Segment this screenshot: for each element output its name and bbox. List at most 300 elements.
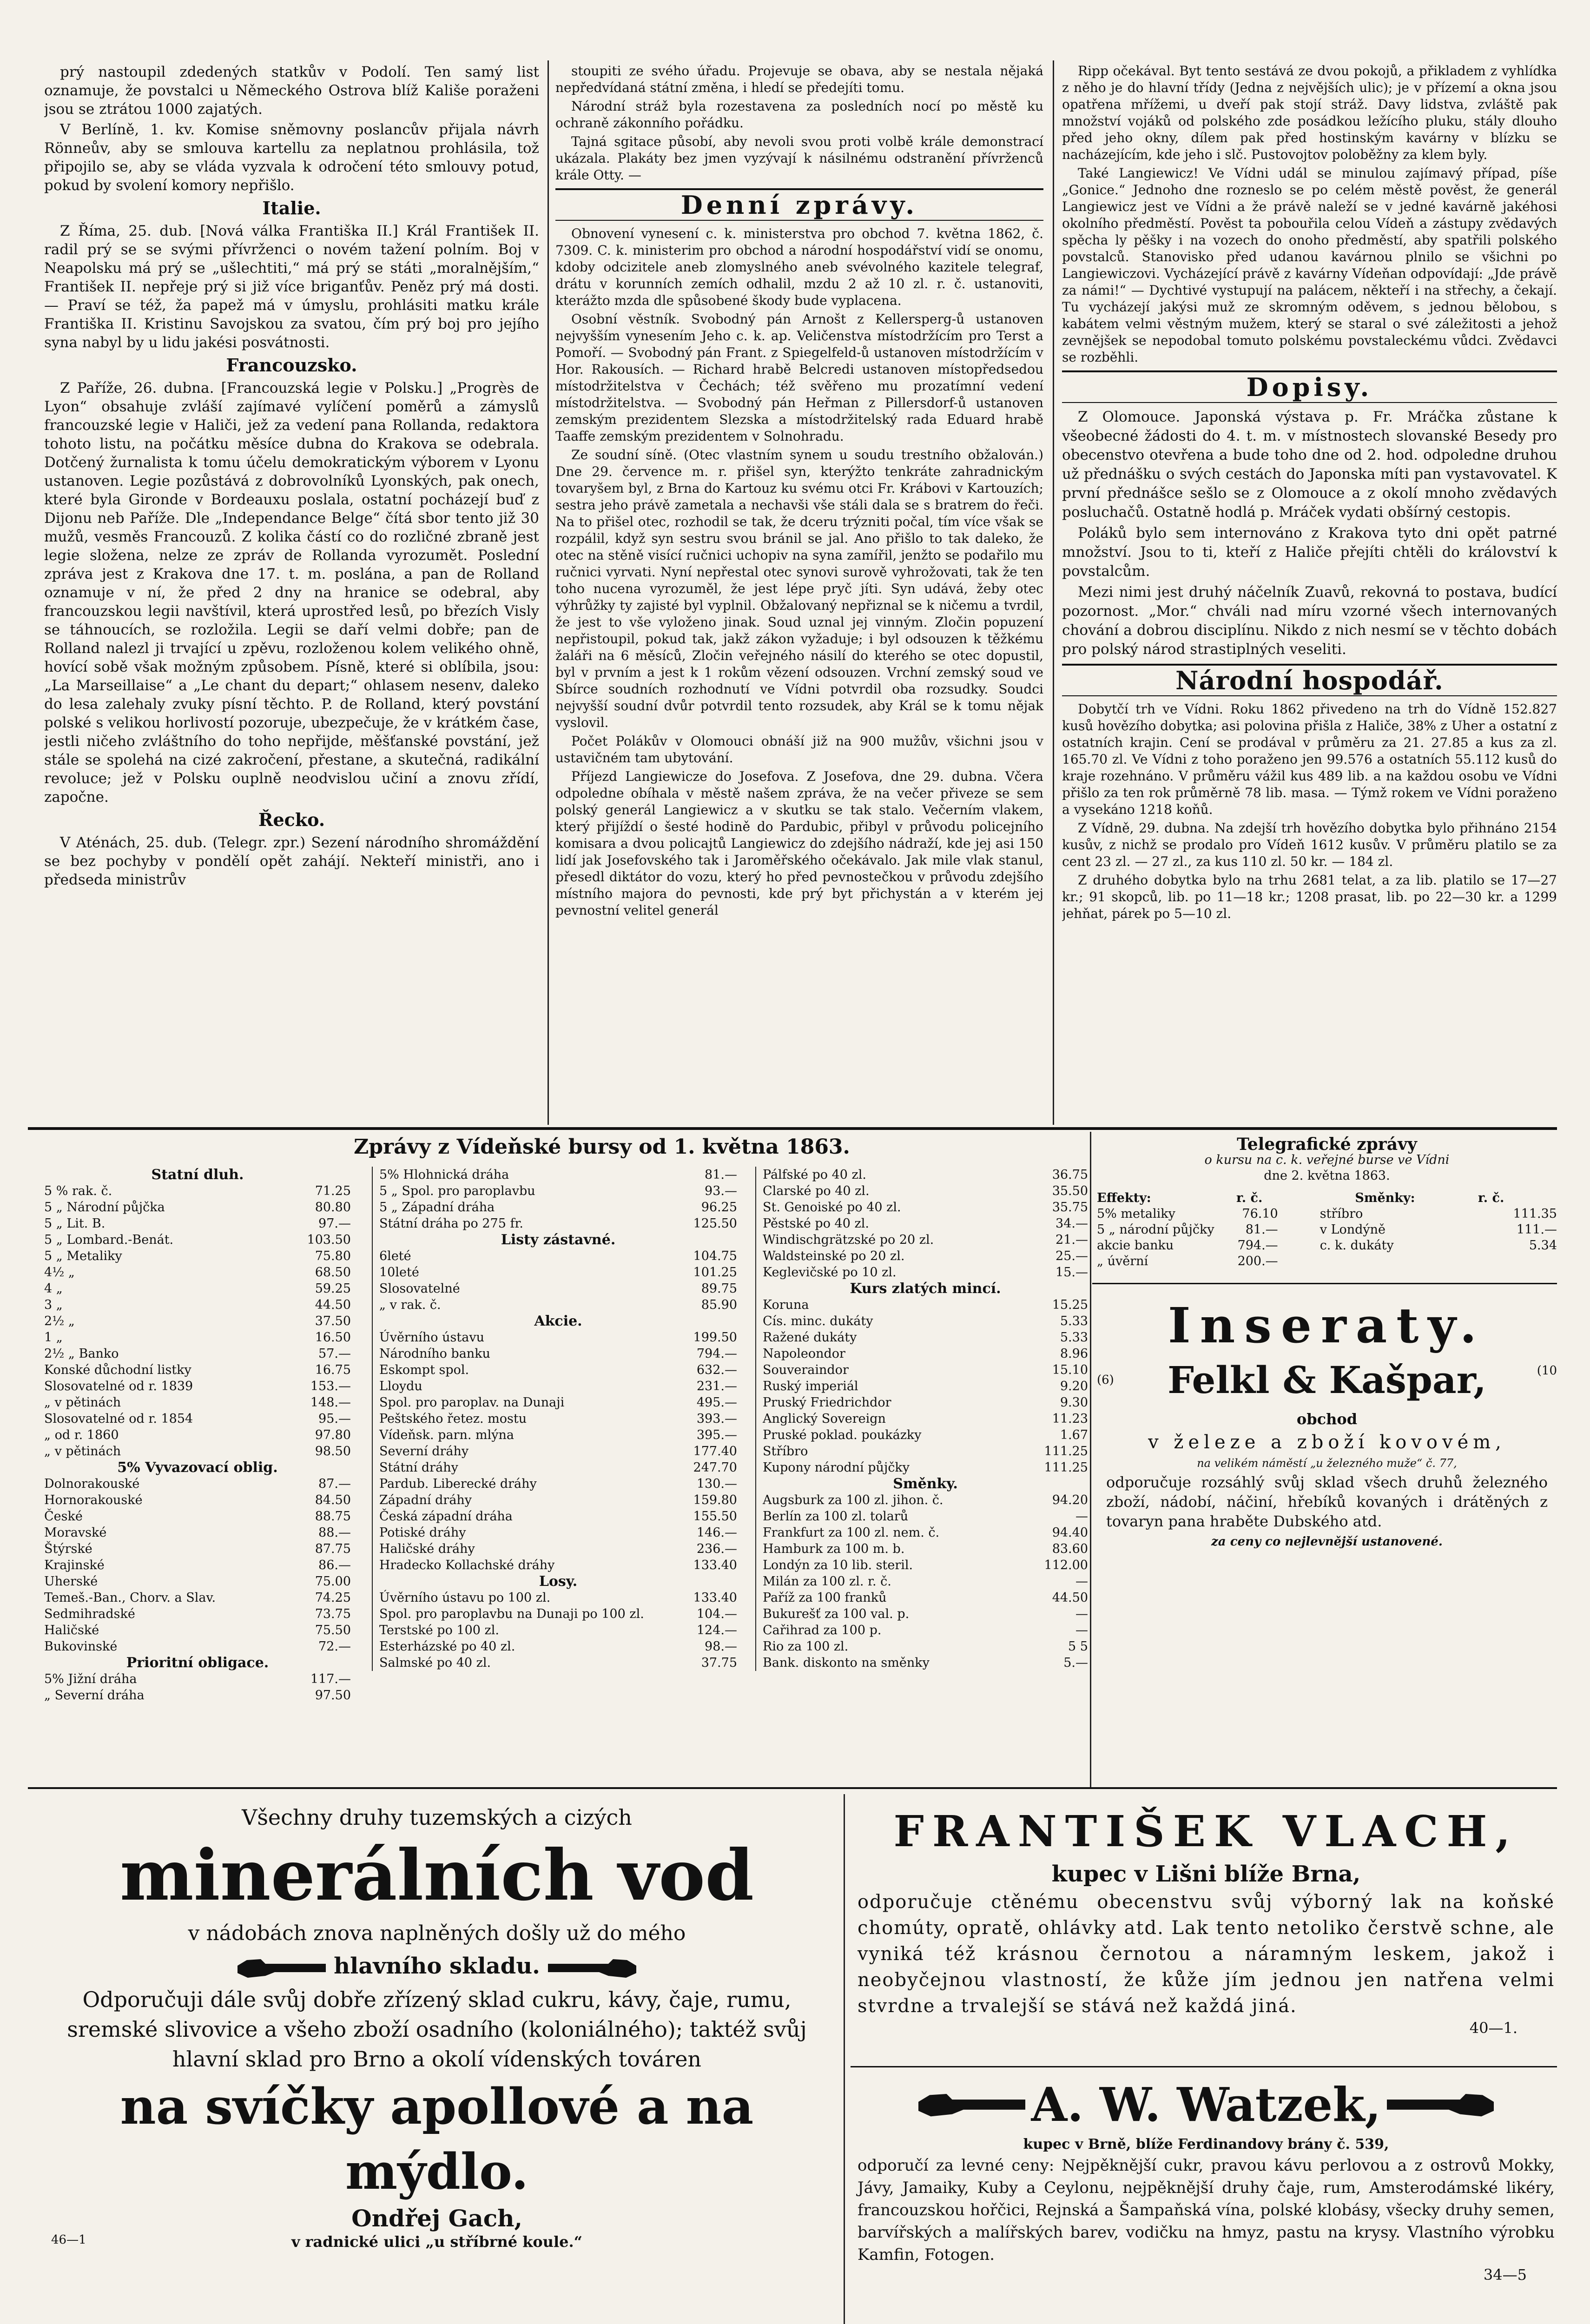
bourse-value: 146.— xyxy=(696,1525,737,1540)
bourse-label: Spol. pro paroplav. na Dunaji xyxy=(379,1395,565,1410)
telegraph-subtitle: o kursu na c. k. veřejné burse ve Vídni xyxy=(1204,1153,1450,1167)
bourse-row xyxy=(44,1443,351,1459)
bourse-label: 5 „ Lombard.-Benát. xyxy=(44,1233,174,1247)
bourse-label: „ Severní dráha xyxy=(44,1688,145,1703)
ad-watzek xyxy=(858,2073,1555,2284)
bourse-row xyxy=(379,1492,737,1508)
bourse-value: 9.20 xyxy=(1060,1379,1088,1393)
mineral-line-3: hlavního skladu. xyxy=(334,1953,540,1979)
bourse-label: Hamburk za 100 m. b. xyxy=(763,1542,905,1556)
bourse-value: 96.25 xyxy=(701,1200,737,1215)
bourse-value: 68.50 xyxy=(315,1265,351,1280)
telegraph-cell: 5 „ národní půjčky xyxy=(1097,1222,1214,1237)
section-heading: Řecko. xyxy=(258,809,325,830)
bourse-row xyxy=(763,1329,1088,1346)
bourse-value: 794.— xyxy=(696,1347,737,1361)
bourse-row xyxy=(44,1427,351,1443)
column-2 xyxy=(555,63,1043,1122)
bourse-value: 75.80 xyxy=(315,1249,351,1263)
bourse-label: Česká západní dráha xyxy=(379,1509,513,1524)
bourse-row xyxy=(44,1508,351,1525)
bourse-value: 88.75 xyxy=(315,1509,351,1524)
pointing-hand-icon xyxy=(1387,2092,1494,2118)
bourse-label: Bank. diskonto na směnky xyxy=(763,1656,930,1670)
bourse-value: 71.25 xyxy=(315,1184,351,1198)
bourse-label: Úvěrního ústavu xyxy=(379,1330,484,1345)
rc-header: r. č. xyxy=(1478,1191,1504,1205)
news-item: V Berlíně, 1. kv. Komise sněmovny poslancův přijala návrh Rönneův, aby se smlouva kartellu za neplatnou prohlásila, tož připojilo se, aby se vláda vyzvala k odročení této smlouvy potud, pokud by svolení komory nepřišlo. xyxy=(44,121,539,194)
bourse-row xyxy=(379,1459,737,1476)
section-heading: Denní zprávy. xyxy=(555,188,1043,221)
bourse-label: České xyxy=(44,1509,83,1524)
bourse-row xyxy=(44,1476,351,1492)
bourse-label: 5 „ Spol. pro paroplavbu xyxy=(379,1184,535,1198)
ad-number: (6) xyxy=(1097,1373,1114,1387)
telegraph-cell: akcie banku xyxy=(1097,1238,1174,1253)
mineral-line-2: v nádobách znova naplněných došly už do mého xyxy=(188,1921,686,1945)
bourse-row xyxy=(379,1622,737,1638)
telegraph-cell: 200.— xyxy=(1237,1254,1278,1268)
bourse-row xyxy=(379,1655,737,1671)
bourse-value: 75.50 xyxy=(315,1623,351,1637)
bourse-row xyxy=(44,1199,351,1215)
bourse-row xyxy=(379,1427,737,1443)
bourse-label: Pruské poklad. poukázky xyxy=(763,1428,922,1442)
bourse-row xyxy=(379,1199,737,1215)
mineral-heading: minerálních vod xyxy=(119,1835,754,1916)
bourse-label: 4 „ xyxy=(44,1281,63,1296)
telegraph-row xyxy=(1097,1222,1557,1238)
bourse-value: 36.75 xyxy=(1052,1168,1088,1182)
bourse-label: Frankfurt za 100 zl. nem. č. xyxy=(763,1525,940,1540)
bourse-value: 37.50 xyxy=(315,1314,351,1328)
bourse-row xyxy=(763,1394,1088,1411)
bourse-row xyxy=(44,1492,351,1508)
bourse-value: 5.— xyxy=(1063,1656,1088,1670)
effects-header: Effekty: xyxy=(1097,1191,1151,1205)
news-item: V Aténách, 25. dub. (Telegr. zpr.) Sezení národního shromáždění se bez pochyby v pondělí opět zahájí. Nekteří ministři, ano i předseda ministrův xyxy=(44,834,539,888)
bourse-label: 5 „ Metaliky xyxy=(44,1249,122,1263)
felkl-line-3: odporučuje rozsáhlý svůj sklad všech druhů železného zboží, nádobí, náčiní, hřebíků kovaných i drátěných z tovaryn pana hraběte Dubského atd. xyxy=(1106,1473,1548,1530)
bourse-row xyxy=(379,1476,737,1492)
bourse-label: Souveraindor xyxy=(763,1363,849,1377)
bourse-label: Hradecko Kollachské dráhy xyxy=(379,1558,555,1572)
bourse-label: Krajinské xyxy=(44,1558,105,1572)
bourse-row xyxy=(763,1525,1088,1541)
inseraty-heading: Inseraty. xyxy=(1168,1297,1486,1354)
bourse-label: Pruský Friedrichdor xyxy=(763,1395,891,1410)
telegraph-cell: „ úvěrní xyxy=(1097,1254,1148,1268)
bourse-value: 16.75 xyxy=(315,1363,351,1377)
bourse-label: 2½ „ xyxy=(44,1314,75,1328)
bourse-value: 35.50 xyxy=(1052,1184,1088,1198)
bourse-value: 44.50 xyxy=(1052,1591,1088,1605)
bourse-label: Státní dráhy xyxy=(379,1460,458,1475)
bourse-column-3 xyxy=(755,1167,1088,1671)
bourse-value: 95.— xyxy=(318,1412,351,1426)
bourse-value: 236.— xyxy=(696,1542,737,1556)
telegraph-row xyxy=(1097,1254,1557,1269)
bourse-value: 15.— xyxy=(1056,1265,1088,1280)
bourse-label: Rio za 100 zl. xyxy=(763,1639,849,1654)
bourse-value: 5.33 xyxy=(1060,1330,1088,1345)
telegraph-cell: 81.— xyxy=(1245,1222,1278,1237)
bourse-value: 94.40 xyxy=(1052,1525,1088,1540)
bourse-label: Londýn za 10 lib. steril. xyxy=(763,1558,913,1572)
bourse-label: Waldsteinské po 20 zl. xyxy=(763,1249,905,1263)
bourse-value: 11.23 xyxy=(1052,1412,1088,1426)
bourse-value: 148.— xyxy=(310,1395,351,1410)
bourse-label: 3 „ xyxy=(44,1298,63,1312)
bourse-value: 16.50 xyxy=(315,1330,351,1345)
bourse-title: Zprávy z Vídeňské bursy od 1. května 1863. xyxy=(354,1135,850,1159)
bourse-value: 72.— xyxy=(318,1639,351,1654)
bourse-label: Dolnorakouské xyxy=(44,1477,140,1491)
mineral-line-1: Všechny druhy tuzemských a cizých xyxy=(242,1805,632,1830)
horizontal-rule xyxy=(28,1787,1557,1789)
news-item: prý nastoupil zdedených statkův v Podolí. Ten samý list oznamuje, že povstalci u Německého Ostrova blíž Kališe poraženi jsou se ztrátou 1000 zajatých. xyxy=(44,64,539,118)
bourse-row xyxy=(379,1264,737,1281)
horizontal-rule xyxy=(1092,1283,1557,1284)
bourse-label: Cařihrad za 100 p. xyxy=(763,1623,882,1637)
bourse-label: Konské důchodní listky xyxy=(44,1363,191,1377)
bourse-label: 5% Jižní dráha xyxy=(44,1672,137,1686)
bourse-label: Úvěrního ústavu po 100 zl. xyxy=(379,1591,551,1605)
bourse-value: 153.— xyxy=(310,1379,351,1393)
bourse-label: 5% Hlohnická dráha xyxy=(379,1168,509,1182)
bourse-row xyxy=(44,1590,351,1606)
news-item: Tajná sgitace působí, aby nevoli svou proti volbě krále demonstrací ukázala. Plakáty bez jmen vyzývají k násilnému odstranění přívrženců krále Otty. — xyxy=(555,134,1043,183)
news-item: Národní stráž byla rozestavena za posledních nocí po městě ku ochraně zákonního pořádku. xyxy=(555,99,1043,131)
bourse-value: 8.96 xyxy=(1060,1347,1088,1361)
bourse-label: Pardub. Liberecké dráhy xyxy=(379,1477,537,1491)
rc-header: r. č. xyxy=(1236,1191,1263,1205)
bourse-value: 34.— xyxy=(1056,1216,1088,1231)
bourse-label: Koruna xyxy=(763,1298,809,1312)
bourse-value: 83.60 xyxy=(1052,1542,1088,1556)
bourse-value: 97.— xyxy=(318,1216,351,1231)
bourse-subheading: Akcie. xyxy=(534,1313,582,1329)
horizontal-rule xyxy=(851,2066,1557,2067)
bourse-label: Paříž za 100 franků xyxy=(763,1591,887,1605)
bourse-label: Slosovatelné xyxy=(379,1281,460,1296)
bourse-subheading: Kurs zlatých mincí. xyxy=(850,1281,1001,1297)
telegraph-row xyxy=(1097,1206,1557,1222)
telegraph-cell: 111.— xyxy=(1516,1222,1557,1237)
bourse-column-2 xyxy=(372,1167,737,1671)
telegraph-row xyxy=(1097,1238,1557,1254)
bourse-value: 101.25 xyxy=(693,1265,737,1280)
bourse-value: 81.— xyxy=(705,1168,737,1182)
bourse-row xyxy=(44,1232,351,1248)
bourse-value: 393.— xyxy=(696,1412,737,1426)
column-3 xyxy=(1062,63,1557,1122)
bourse-label: Terstské po 100 zl. xyxy=(379,1623,499,1637)
ad-number: 46—1 xyxy=(51,2233,86,2247)
pointing-hand-icon xyxy=(548,1957,636,1979)
bourse-value: 85.90 xyxy=(701,1298,737,1312)
watzek-line-1: kupec v Brně, blíže Ferdinandovy brány č. 539, xyxy=(1023,2136,1389,2152)
section-heading: Francouzsko. xyxy=(226,355,357,376)
telegraph-cell: 5% metaliky xyxy=(1097,1207,1175,1221)
bourse-row xyxy=(379,1378,737,1394)
bourse-label: Vídeňsk. parn. mlýna xyxy=(379,1428,514,1442)
bourse-subheading: Listy zástavné. xyxy=(501,1232,616,1248)
bourse-row xyxy=(379,1606,737,1622)
bourse-label: 5 „ Lit. B. xyxy=(44,1216,106,1231)
bourse-value: 94.20 xyxy=(1052,1493,1088,1507)
telegraph-cell: c. k. dukáty xyxy=(1320,1238,1394,1253)
bourse-label: Severní dráhy xyxy=(379,1444,469,1459)
column-rule xyxy=(1090,1132,1091,1787)
news-item: Obnovení vynesení c. k. ministerstva pro obchod 7. května 1862, č. 7309. C. k. ministerim pro obchod a národní hospodářství vidí se onomu, kdoby odcizitele aneb zlomyslného aneb svévolného kazitele telegraf, drátu v korunních zemích odhalil, mzdu 2 až 10 zl. r. č. ustanoviti, kterážto mzda dle spůsobené škody bude vyplacena. xyxy=(555,226,1043,308)
bourse-label: Bukurešť za 100 val. p. xyxy=(763,1607,910,1621)
bourse-label: 5 „ Národní půjčka xyxy=(44,1200,165,1215)
bourse-row xyxy=(763,1167,1088,1183)
telegraph-cell xyxy=(1492,1254,1557,1269)
column-rule xyxy=(1053,60,1054,1125)
bourse-row xyxy=(763,1183,1088,1199)
bourse-label: 10leté xyxy=(379,1265,419,1280)
section-heading: Národní hospodář. xyxy=(1062,664,1557,696)
watzek-line-2: odporučí za levné ceny: Nejpěknější cukr, pravou kávu perlovou a z ostrovů Mokky, Jávy, Jamaiky, Kuby a Ceylonu, nejpěknější druhy čaje, rum, Amsterodámské likéry, francouzskou hořčici, Rejnská a Šampaňská vína, polské klobásy, všecky druhy semen, barvířských a malířských barev, vodičku na hmyz, pastu na krysy. Vlastního výrobku Kamfin, Fotogen. xyxy=(858,2156,1555,2264)
bourse-label: Štýrské xyxy=(44,1542,92,1556)
bourse-value: 86.— xyxy=(318,1558,351,1572)
vlach-line-1: kupec v Lišni blíže Brna, xyxy=(1051,1861,1361,1887)
news-item: Z Říma, 25. dub. [Nová válka Františka II.] Král František II. radil prý se se svými přívrženci o novém tažení polním. Boj v Neapolsku má prý se „ušlechtiti,“ má prý se státi „moralnějším,“ František II. nepřeje prý si již více briganťův. Peněz prý má dosti. — Praví se též, ža papež má v úmyslu, prohlásiti matku krále Františka II. Kristinu Savojskou za svatou, čím prý boj pro jejího syna nabyl by u lidu jakési posvátnosti. xyxy=(44,223,539,351)
bourse-value: 199.50 xyxy=(693,1330,737,1345)
bourse-row xyxy=(379,1525,737,1541)
ad-frantisek-vlach xyxy=(858,1803,1555,2037)
bourse-row xyxy=(379,1394,737,1411)
bourse-value: 247.70 xyxy=(693,1460,737,1475)
bourse-row xyxy=(379,1443,737,1459)
bourse-value: 80.80 xyxy=(315,1200,351,1215)
bourse-value: 44.50 xyxy=(315,1298,351,1312)
section-heading: Dopisy. xyxy=(1062,370,1557,403)
bourse-label: „ v rak. č. xyxy=(379,1298,441,1312)
bourse-label: Pálfské po 40 zl. xyxy=(763,1168,866,1182)
bourse-label: 4½ „ xyxy=(44,1265,75,1280)
bourse-row xyxy=(379,1248,737,1264)
bourse-row xyxy=(44,1394,351,1411)
bourse-row xyxy=(763,1264,1088,1281)
vlach-line-2: odporučuje ctěnému obecenstvu svůj výborný lak na koňské chomúty, opratě, ohlávky atd. Lak tento netoliko čerstvě schne, ale vyniká též krásnou černotou a náramným leskem, jakož i neobyčejnou vlastností, že kůže jím jednou jen natřena velmi stvrdne a trvalejší se stává než každá jiná. xyxy=(858,1891,1555,2017)
bourse-row xyxy=(763,1362,1088,1378)
bourse-value: 97.80 xyxy=(315,1428,351,1442)
bourse-row xyxy=(44,1525,351,1541)
bourse-row xyxy=(763,1427,1088,1443)
bourse-value: 124.— xyxy=(696,1623,737,1637)
ad-number: 34—5 xyxy=(1483,2266,1527,2284)
telegraph-title: Telegrafické zprávy xyxy=(1237,1135,1417,1154)
bourse-label: Moravské xyxy=(44,1525,107,1540)
bourse-row xyxy=(763,1346,1088,1362)
bourse-value: 177.40 xyxy=(693,1444,737,1459)
bourse-label: Státní dráha po 275 fr. xyxy=(379,1216,524,1231)
bourse-label: Keglevičské po 10 zl. xyxy=(763,1265,897,1280)
bourse-label: Peštského řetez. mostu xyxy=(379,1412,527,1426)
bourse-row xyxy=(379,1215,737,1232)
news-item: stoupiti ze svého úřadu. Projevuje se obava, aby se nestala nějaká nepředvídaná státní změna, i hledí se předejíti tomu. xyxy=(555,63,1043,95)
bourse-row xyxy=(763,1459,1088,1476)
telegraph-cell: v Londýně xyxy=(1320,1222,1386,1237)
bourse-value: 25.— xyxy=(1056,1249,1088,1263)
bourse-row xyxy=(763,1232,1088,1248)
bourse-row xyxy=(763,1378,1088,1394)
bourse-row xyxy=(763,1573,1088,1590)
bourse-label: Ruský imperiál xyxy=(763,1379,858,1393)
bourse-value: — xyxy=(1075,1607,1088,1621)
bourse-label: 5 „ Západní dráha xyxy=(379,1200,495,1215)
bourse-label: Eskompt spol. xyxy=(379,1363,469,1377)
bourse-label: Berlín za 100 zl. tolarů xyxy=(763,1509,909,1524)
bourse-value: 9.30 xyxy=(1060,1395,1088,1410)
bourse-label: 1 „ xyxy=(44,1330,63,1345)
ad-mineral-waters xyxy=(37,1803,837,2254)
bourse-value: 73.75 xyxy=(315,1607,351,1621)
bourse-label: Salmské po 40 zl. xyxy=(379,1656,491,1670)
bourse-label: „ v pětinách xyxy=(44,1444,121,1459)
bourse-value: 97.50 xyxy=(315,1688,351,1703)
bourse-value: — xyxy=(1075,1509,1088,1524)
telegraph-cell: 5.34 xyxy=(1529,1238,1557,1253)
column-rule xyxy=(844,1794,845,2324)
bourse-label: Augsburk za 100 zl. jihon. č. xyxy=(763,1493,943,1507)
bourse-value: 74.25 xyxy=(315,1591,351,1605)
bourse-row xyxy=(44,1346,351,1362)
bourse-report xyxy=(44,1134,1160,1785)
felkl-line-2: na velikém náměstí „u železného muže“ č. 77, xyxy=(1197,1457,1457,1470)
bourse-label: Bukovinské xyxy=(44,1639,118,1654)
bourse-value: 35.75 xyxy=(1052,1200,1088,1215)
telegraph-cell xyxy=(1278,1254,1492,1269)
bourse-label: Uherské xyxy=(44,1574,98,1589)
ad-number: (10 xyxy=(1537,1364,1557,1378)
bourse-row xyxy=(763,1557,1088,1573)
bourse-row xyxy=(379,1508,737,1525)
bourse-value: 93.— xyxy=(705,1184,737,1198)
news-item: Osobní věstník. Svobodný pán Arnošt z Kellersperg-ů ustanoven nejvyšším vynesením Jeho c. k. ap. Veličenstva místodržícím pro Terst a Pomoří. — Svobodný pán Frant. z Spiegelfeld-ů ustanoven místodržícím v Hor. Rakousích. — Richard hrabě Belcredi ustanoven místopředsedou místodržitelstva v Čechách; též svěřeno mu prozatímní vedení místodržitelstva. — Svobodný pán Heřman z Pillersdorf-ů ustanoven zemským prezidentem Slezska a místodržitelský rada Eduard hrabě Taaffe zemským prezidentem v Solnohradu. xyxy=(555,311,1043,444)
mineral-heading-2: na svíčky apollové a na mýdlo. xyxy=(120,2077,754,2200)
pointing-hand-icon xyxy=(238,1957,326,1979)
bourse-row xyxy=(379,1167,737,1183)
bourse-label: Anglický Sovereign xyxy=(763,1412,886,1426)
news-item: Z Paříže, 26. dubna. [Francouzská legie v Polsku.] „Progrès de Lyon“ obsahuje zvláší zajímavé vylíčení poměrů a zámyslů francouzské legie v Haliči, jež za vedení pana Rollanda, redaktora tohoto listu, na počátku měsíce dubna do Krakova se odebrala. Dotčený žurnalista k tomu účelu demokratickým výborem v Lyonu ustanoven. Legie pozůstává z dobrovolníků Lyonských, pak onech, které byla Gironde v Bordeauxu poslala, ostatní pocházejí buď z Dijonu neb Paříže. Dle „Independance Belge“ čítá sbor tento již 30 mužů, vesměs Francouzů. Z kolika částí co do rozličné zbraně jest legie složena, nelze ze zpráv de Rollanda vyrozumět. Poslední zpráva jest z Krakova dne 17. t. m. poslána, a pan de Rolland oznamuje v ní, že před 2 dny na hranice se odebral, aby francouzskou legii navštívil, která uprostřed lesů, po březích Visly se táhnoucích, se rozložila. Legii se daří velmi dobře; pan de Rolland nalezl ji trvající u zpěvu, rozloženou kolem velikého ohně, hovící sobě však možným způsobem. Písně, které si oblíbila, jsou: „La Marseillaise“ a „Le chant du depart;“ ohlasem nesenv, daleko do lesa zalehaly zvuky písní těchto. P. de Rolland, který povstání polské s velikou horlivostí pozoruje, ubezpečuje, že v krátkém čase, jestli ničeho zvláštního do toho nepřijde, měšťanské povstání, jež stále se spolehá na cizé zakročení, přestane, a skutečná, radikální revoluce; jež v Polsku ouplně neodvislou učiní a znovu zřídí, započne. xyxy=(44,380,539,805)
bourse-row xyxy=(44,1671,351,1687)
bourse-row xyxy=(763,1215,1088,1232)
bourse-label: Pěstské po 40 zl. xyxy=(763,1216,869,1231)
news-item: Počet Polákův v Olomouci obnáší již na 900 mužův, všichni jsou v ustavičném tam ubytování. xyxy=(555,733,1043,766)
mineral-line-4: Odporučuji dále svůj dobře zřízený sklad cukru, kávy, čaje, rumu, sremské slivovice a všeho zboží osadního (koloniálného); taktéž svůj hlavní sklad pro Brno a okolí vídenských továren xyxy=(67,1987,807,2072)
column-rule xyxy=(548,60,549,1125)
bourse-row xyxy=(763,1313,1088,1329)
bourse-label: Sedmihradské xyxy=(44,1607,135,1621)
bills-header: Směnky: xyxy=(1355,1191,1415,1205)
felkl-line-1: v železe a zboží kovovém, xyxy=(1148,1432,1506,1453)
bourse-label: Esterházské po 40 zl. xyxy=(379,1639,515,1654)
bourse-row xyxy=(44,1378,351,1394)
bourse-row xyxy=(379,1346,737,1362)
telegraph-cell: 76.10 xyxy=(1242,1207,1278,1221)
bourse-label: Stříbro xyxy=(763,1444,808,1459)
bourse-row xyxy=(44,1297,351,1313)
bourse-row xyxy=(763,1297,1088,1313)
column-1 xyxy=(44,63,539,1122)
bourse-value: 130.— xyxy=(696,1477,737,1491)
bourse-label: Slosovatelné od r. 1854 xyxy=(44,1412,193,1426)
bourse-value: 57.— xyxy=(318,1347,351,1361)
bourse-row xyxy=(379,1557,737,1573)
bourse-value: 98.— xyxy=(705,1639,737,1654)
bourse-row xyxy=(379,1590,737,1606)
bourse-label: Kupony národní půjčky xyxy=(763,1460,910,1475)
bourse-value: 117.— xyxy=(310,1672,351,1686)
bourse-row xyxy=(763,1638,1088,1655)
bourse-row xyxy=(44,1362,351,1378)
ad-felkl-kaspar xyxy=(1097,1297,1557,1549)
watzek-name: A. W. Watzek, xyxy=(1031,2077,1381,2132)
felkl-line-4: za ceny co nejlevnější ustanovené. xyxy=(1211,1535,1443,1549)
mineral-name: Ondřej Gach, xyxy=(351,2205,522,2232)
bourse-value: 37.75 xyxy=(701,1656,737,1670)
bourse-label: Lloydu xyxy=(379,1379,422,1393)
news-item: Ze soudní síně. (Otec vlastním synem u soudu trestního obžalován.) Dne 29. července m. r. přišel syn, kterýžto tenkráte zahradnickým tovaryšem byl, z Brna do Kartouz ku svému otci Fr. Krábovi v Kartouzích; sestra jeho právě zametala a nechavši vše stáli dala se s bratrem do řeči. Na to přišel otec, rozhodil se tak, že dceru trýzniti počal, tím více však se rozpálil, když syn sestru svou bránil se jal. Ano přišlo to tak daleko, že otec na stěně visící ručnici uchopiv na syna zamířil, jenžto se podařilo mu ručnici vyrvati. Nyní nepřestal otec synovi surově vyhrožovati, tak že ten toho nucena vyrozuměl, že jest lépe pryč jíti. Syn udává, žeby otec výhrůžky ty zajisté byl vyplnil. Obžalovaný nepřiznal se k ničemu a tvrdil, že jest to vše vyloženo jinak. Soud uznal jej vinným. Zločin popuzení nepřistoupil, pokud tak, jakž zákon vyžaduje; i byl odsouzen k těžkému žaláři na 6 měsíců, Zločin veřejného násilí do kterého se otec dopustil, byl v prvním a jest k 1 rokům vězení odsouzen. Vrchní zemský soud ve Sbírce soudních rozhodnutí ve Vídni potvrdil oba rozsudky. Soudci nejvyšší soudní dvůr potvrdil tento rozsudek, aby Král se k tomu nějak vyslovil. xyxy=(555,447,1043,730)
bourse-row xyxy=(379,1329,737,1346)
bourse-value: 5 5 xyxy=(1068,1639,1088,1654)
bourse-row xyxy=(763,1508,1088,1525)
bourse-value: 87.75 xyxy=(315,1542,351,1556)
bourse-row xyxy=(44,1281,351,1297)
bourse-value: 89.75 xyxy=(701,1281,737,1296)
mineral-address: v radnické ulici „u stříbrné koule.“ xyxy=(291,2233,583,2251)
news-item: Z Olomouce. Japonská výstava p. Fr. Mráčka zůstane k všeobecné žádosti do 4. t. m. v místnostech slovanské Besedy pro obecenstvo otevřena a bude toho dne od 2. hod. odpoledne druhou už přednášku o svých cestách do Japonska míti pan vystavovatel. K první přednášce sešlo se z Olomouce a z okolí mnoho zvědavých posluchačů. Ostatně hodlá p. Mráček vydati obšírný cestopis. xyxy=(1062,409,1557,521)
bourse-row xyxy=(44,1573,351,1590)
bourse-row xyxy=(44,1264,351,1281)
bourse-value: 395.— xyxy=(696,1428,737,1442)
telegraph-cell: stříbro xyxy=(1320,1207,1363,1221)
bourse-label: Temeš.-Ban., Chorv. a Slav. xyxy=(44,1591,216,1605)
bourse-value: 495.— xyxy=(696,1395,737,1410)
bourse-row xyxy=(44,1329,351,1346)
bourse-value: 159.80 xyxy=(693,1493,737,1507)
bourse-label: 5 % rak. č. xyxy=(44,1184,112,1198)
news-item: Také Langiewicz! Ve Vídni udál se minulou zajímavý případ, píše „Gonice.“ Jednoho dne rozneslo se po celém městě pověst, že generál Langiewicz jest ve Vídni a že právě naleží se v jedné kavárně jakéhosi okolního předměstí. Pověst ta pobouřila celou Vídeň a zástupy zvědavých spěcha ly pěšky i na vozech do onoho předměstí, aby spatřili polského povstalců. Stanovisko před udanou kavárnou plnilo se všichni po Langiewiczovi. Vycházející právě z kavárny Vídeňan odpovídají: „Jde právě za námi!“ — Dychtivé vystupují na palácem, někteří i na střechy, a čekají. Tu vycházejí jakýsi muž ze skromným oděvem, s jednou bělobou, s kabátem velmi věstným mužem, který se staral o své záležitosti a jehož zevnějšek se nepodobal tomuto polskému povstaleckému vůdci. Zvědavci se rozběhli. xyxy=(1062,165,1557,365)
bourse-row xyxy=(763,1248,1088,1264)
bourse-value: 133.40 xyxy=(693,1558,737,1572)
bourse-value: 1.67 xyxy=(1060,1428,1088,1442)
bourse-row xyxy=(763,1199,1088,1215)
bourse-row xyxy=(44,1313,351,1329)
bourse-row xyxy=(763,1541,1088,1557)
bourse-row xyxy=(44,1606,351,1622)
bourse-row xyxy=(763,1443,1088,1459)
bourse-row xyxy=(763,1655,1088,1671)
bourse-column-1 xyxy=(44,1167,351,1703)
bourse-row xyxy=(44,1557,351,1573)
horizontal-rule xyxy=(28,1127,1557,1130)
bourse-row xyxy=(44,1411,351,1427)
felkl-name: Felkl & Kašpar, xyxy=(1168,1358,1486,1402)
bourse-row xyxy=(44,1541,351,1557)
bourse-row xyxy=(379,1638,737,1655)
bourse-row xyxy=(379,1411,737,1427)
news-item: Ripp očekával. Byt tento sestává ze dvou pokojů, a přikladem z vyhlídka z něho je do hlavní třídy (Jedna z nejvějších ulic); je v přízemí a okna jsou opatřena mřížemi, u dveří pak stojí stráž. Davy lidstva, zvláště pak množství vojáků od polského zde posádkou ležícího pluku, stály dlouho před jeho okny, dílem pak před hostinským kavárny v blízku se nacházejícím, kde jeho i slč. Pustovojtov poloběžny za klem byly. xyxy=(1062,63,1557,162)
bourse-label: Národního banku xyxy=(379,1347,490,1361)
bourse-label: Hornorakouské xyxy=(44,1493,143,1507)
bourse-subheading: Prioritní obligace. xyxy=(126,1655,269,1671)
section-heading: Italie. xyxy=(262,198,321,218)
